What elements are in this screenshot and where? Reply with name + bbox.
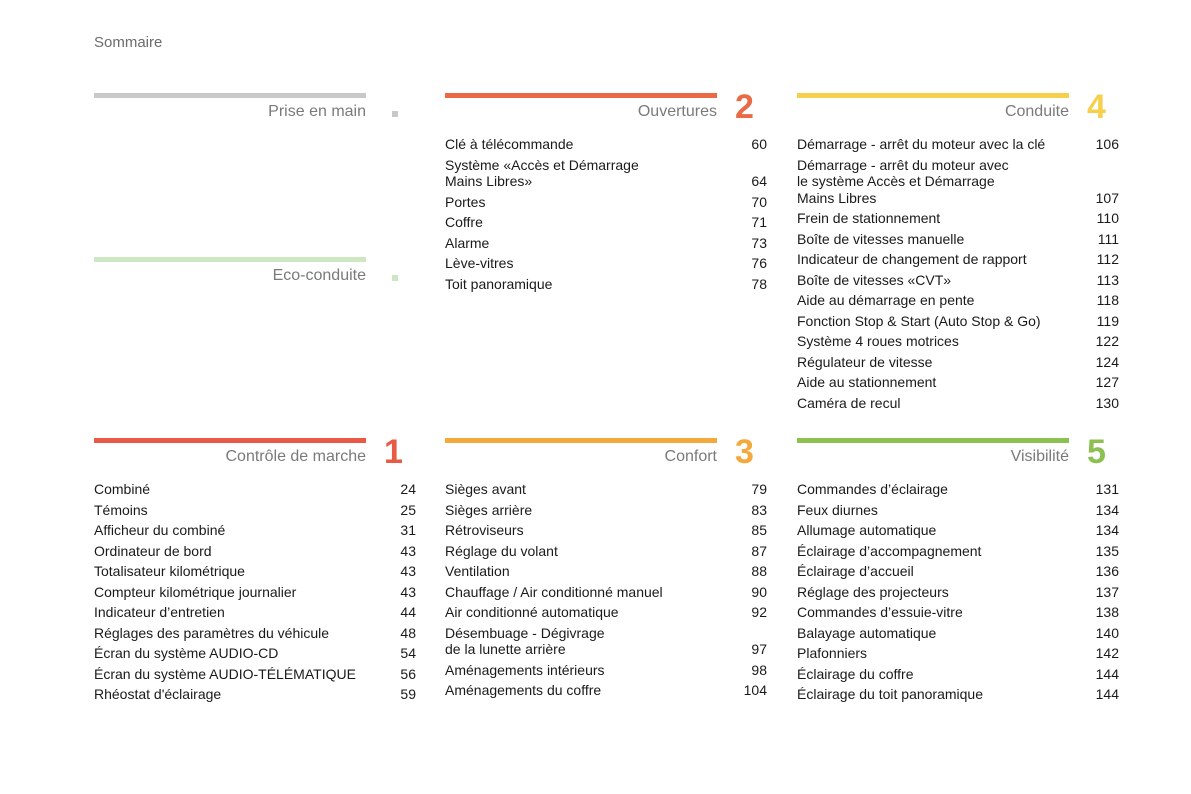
entry-label: Toit panoramique <box>445 275 553 292</box>
entry-page-number: 60 <box>751 136 767 152</box>
toc-entry[interactable] <box>94 625 416 646</box>
section-color-bar <box>94 93 366 98</box>
entry-page-number: 43 <box>400 583 416 600</box>
page-title: Sommaire <box>94 34 163 51</box>
entry-label: Désembuage - Dégivrage de la lunette arrière <box>445 624 605 657</box>
entry-list <box>797 136 1119 415</box>
toc-entry[interactable] <box>445 255 767 276</box>
toc-entry[interactable] <box>445 625 767 662</box>
entry-label: Témoins <box>94 501 148 518</box>
section-title[interactable]: Eco-conduite <box>272 267 366 284</box>
entry-label: Indicateur d’entretien <box>94 604 225 620</box>
toc-entry[interactable] <box>445 276 767 297</box>
section-color-bar <box>445 438 717 443</box>
toc-entry[interactable] <box>797 374 1119 395</box>
entry-label: Réglage des projecteurs <box>797 583 949 600</box>
entry-label: Ordinateur de bord <box>94 542 212 559</box>
entry-page-number: 111 <box>1097 230 1119 247</box>
entry-page-number: 134 <box>1095 522 1119 538</box>
entry-label: Afficheur du combiné <box>94 522 226 538</box>
entry-label: Écran du système AUDIO-CD <box>94 645 279 661</box>
section-conduite <box>797 88 1119 423</box>
toc-entry[interactable] <box>797 313 1119 334</box>
toc-entry[interactable] <box>797 272 1119 293</box>
entry-page-number: 73 <box>751 234 767 251</box>
toc-entry[interactable] <box>445 522 767 543</box>
entry-label: Plafonniers <box>797 645 868 661</box>
entry-label: Réglages des paramètres du véhicule <box>94 624 330 641</box>
toc-entry[interactable] <box>797 604 1119 625</box>
section-title[interactable]: Visibilité <box>1010 448 1069 465</box>
entry-list <box>445 481 767 703</box>
toc-entry[interactable] <box>445 481 767 502</box>
entry-list <box>797 481 1119 707</box>
entry-label: Rhéostat d'éclairage <box>94 686 222 702</box>
section-number: 4 <box>1087 88 1106 126</box>
toc-entry[interactable] <box>797 136 1119 157</box>
toc-entry[interactable] <box>797 502 1119 523</box>
section-color-bar <box>797 438 1069 443</box>
toc-entry[interactable] <box>445 584 767 605</box>
toc-entry[interactable] <box>94 666 416 687</box>
toc-entry[interactable] <box>797 292 1119 313</box>
toc-entry[interactable] <box>445 157 767 194</box>
entry-page-number: 106 <box>1095 136 1119 152</box>
entry-page-number: 127 <box>1095 374 1119 390</box>
entry-page-number: 113 <box>1096 271 1119 288</box>
entry-label: Éclairage du toit panoramique <box>797 686 984 702</box>
entry-page-number: 76 <box>751 255 767 271</box>
entry-list <box>445 136 767 296</box>
entry-label: Écran du système AUDIO-TÉLÉMATIQUE <box>94 665 356 682</box>
toc-entry[interactable] <box>445 682 767 703</box>
section-title[interactable]: Ouvertures <box>637 103 717 120</box>
entry-label: Démarrage - arrêt du moteur avec la clé <box>797 136 1046 152</box>
entry-label: Boîte de vitesses manuelle <box>797 230 965 247</box>
entry-page-number: 85 <box>751 522 767 538</box>
entry-label: Ventilation <box>445 563 510 579</box>
section-color-bar <box>94 257 366 262</box>
entry-label: Système 4 roues motrices <box>797 333 959 349</box>
entry-page-number: 90 <box>751 583 767 600</box>
entry-label: Indicateur de changement de rapport <box>797 251 1027 267</box>
entry-page-number: 104 <box>743 682 767 698</box>
section-number: 2 <box>735 88 754 126</box>
toc-entry[interactable] <box>797 584 1119 605</box>
section-confort <box>445 433 767 718</box>
toc-entry[interactable] <box>445 563 767 584</box>
entry-label: Aménagements intérieurs <box>445 661 605 678</box>
toc-entry[interactable] <box>94 645 416 666</box>
entry-label: Éclairage d’accueil <box>797 563 914 579</box>
entry-label: Chauffage / Air conditionné manuel <box>445 583 663 600</box>
section-title[interactable]: Conduite <box>1004 103 1069 120</box>
entry-page-number: 56 <box>400 665 416 682</box>
toc-entry[interactable] <box>94 563 416 584</box>
entry-page-number: 43 <box>400 563 416 579</box>
entry-label: Système «Accès et Démarrage Mains Libres» <box>445 156 639 189</box>
entry-label: Totalisateur kilométrique <box>94 563 245 579</box>
toc-entry[interactable] <box>445 662 767 683</box>
entry-page-number: 131 <box>1095 481 1119 497</box>
entry-label: Balayage automatique <box>797 624 937 641</box>
entry-page-number: 88 <box>751 563 767 579</box>
entry-page-number: 144 <box>1095 665 1119 682</box>
section-color-bar <box>797 93 1069 98</box>
toc-entry[interactable] <box>797 686 1119 707</box>
toc-entry[interactable] <box>94 522 416 543</box>
entry-label: Fonction Stop & Start (Auto Stop & Go) <box>797 312 1041 329</box>
entry-label: Caméra de recul <box>797 394 901 411</box>
entry-label: Air conditionné automatique <box>445 604 619 620</box>
entry-label: Aide au stationnement <box>797 374 937 390</box>
entry-label: Éclairage du coffre <box>797 665 914 682</box>
entry-label: Sièges arrière <box>445 501 533 518</box>
entry-label: Commandes d’essuie-vitre <box>797 604 963 620</box>
entry-label: Feux diurnes <box>797 501 878 518</box>
section-marker-icon <box>392 275 398 281</box>
entry-page-number: 144 <box>1095 686 1119 702</box>
section-title[interactable]: Contrôle de marche <box>225 448 366 465</box>
section-visibilite <box>797 433 1119 718</box>
toc-entry[interactable] <box>445 136 767 157</box>
toc-entry[interactable] <box>797 231 1119 252</box>
toc-entry[interactable] <box>797 543 1119 564</box>
section-number: 1 <box>384 433 403 471</box>
entry-label: Régulateur de vitesse <box>797 353 933 370</box>
entry-label: Portes <box>445 193 486 210</box>
entry-page-number: 118 <box>1096 292 1119 308</box>
toc-entry[interactable] <box>94 543 416 564</box>
entry-page-number: 140 <box>1095 624 1119 641</box>
toc-entry[interactable] <box>797 625 1119 646</box>
entry-page-number: 54 <box>400 645 416 661</box>
toc-entry[interactable] <box>797 157 1119 211</box>
toc-entry[interactable] <box>445 194 767 215</box>
entry-page-number: 43 <box>400 542 416 559</box>
entry-page-number: 64 <box>751 173 767 189</box>
entry-page-number: 97 <box>751 641 767 657</box>
section-controle-de-marche <box>94 433 416 718</box>
toc-entry[interactable] <box>94 604 416 625</box>
entry-label: Lève-vitres <box>445 255 514 271</box>
section-ouvertures <box>445 88 767 303</box>
entry-page-number: 44 <box>400 604 416 620</box>
entry-page-number: 48 <box>400 624 416 641</box>
section-color-bar <box>94 438 366 443</box>
entry-page-number: 119 <box>1096 312 1119 329</box>
entry-label: Réglage du volant <box>445 542 558 559</box>
entry-page-number: 59 <box>400 686 416 702</box>
entry-page-number: 71 <box>751 214 767 230</box>
section-marker-icon <box>392 111 398 117</box>
entry-page-number: 107 <box>1095 189 1119 206</box>
entry-page-number: 124 <box>1095 353 1119 370</box>
entry-page-number: 70 <box>751 193 767 210</box>
entry-page-number: 137 <box>1095 583 1119 600</box>
entry-label: Aménagements du coffre <box>445 682 602 698</box>
entry-label: Éclairage d’accompagnement <box>797 542 982 559</box>
entry-label: Sièges avant <box>445 481 526 497</box>
entry-page-number: 78 <box>751 275 767 292</box>
entry-page-number: 83 <box>751 501 767 518</box>
toc-entry[interactable] <box>797 563 1119 584</box>
section-prise-en-main <box>94 93 416 133</box>
toc-entry[interactable] <box>94 481 416 502</box>
entry-page-number: 92 <box>751 604 767 620</box>
toc-entry[interactable] <box>94 584 416 605</box>
toc-entry[interactable] <box>797 395 1119 416</box>
entry-list <box>94 481 416 707</box>
toc-entry[interactable] <box>445 235 767 256</box>
toc-entry[interactable] <box>797 354 1119 375</box>
toc-entry[interactable] <box>94 686 416 707</box>
toc-entry[interactable] <box>445 214 767 235</box>
entry-page-number: 142 <box>1095 645 1119 661</box>
toc-entry[interactable] <box>797 666 1119 687</box>
toc-entry[interactable] <box>797 645 1119 666</box>
section-title[interactable]: Prise en main <box>268 103 366 120</box>
entry-page-number: 98 <box>751 661 767 678</box>
toc-entry[interactable] <box>797 210 1119 231</box>
section-number: 5 <box>1087 433 1106 471</box>
entry-page-number: 136 <box>1095 563 1119 579</box>
entry-page-number: 87 <box>751 542 767 559</box>
entry-page-number: 134 <box>1095 501 1119 518</box>
toc-entry[interactable] <box>445 543 767 564</box>
entry-label: Frein de stationnement <box>797 210 941 226</box>
section-title[interactable]: Confort <box>664 448 717 465</box>
entry-label: Rétroviseurs <box>445 522 524 538</box>
entry-label: Boîte de vitesses «CVT» <box>797 271 952 288</box>
entry-page-number: 110 <box>1096 210 1119 226</box>
entry-page-number: 25 <box>400 501 416 518</box>
entry-page-number: 24 <box>400 481 416 497</box>
entry-label: Clé à télécommande <box>445 136 574 152</box>
entry-page-number: 130 <box>1095 394 1119 411</box>
entry-page-number: 138 <box>1095 604 1119 620</box>
entry-page-number: 122 <box>1095 333 1119 349</box>
entry-label: Aide au démarrage en pente <box>797 292 975 308</box>
entry-label: Combiné <box>94 481 151 497</box>
entry-page-number: 135 <box>1095 542 1119 559</box>
entry-label: Compteur kilométrique journalier <box>94 583 297 600</box>
entry-label: Démarrage - arrêt du moteur avec le système Accès et Démarrage Mains Libres <box>797 156 1009 206</box>
toc-entry[interactable] <box>797 251 1119 272</box>
toc-entry[interactable] <box>445 502 767 523</box>
toc-entry[interactable] <box>797 522 1119 543</box>
entry-label: Coffre <box>445 214 483 230</box>
section-number: 3 <box>735 433 754 471</box>
entry-label: Alarme <box>445 234 490 251</box>
section-color-bar <box>445 93 717 98</box>
entry-label: Allumage automatique <box>797 522 937 538</box>
toc-entry[interactable] <box>94 502 416 523</box>
entry-label: Commandes d’éclairage <box>797 481 948 497</box>
toc-entry[interactable] <box>797 333 1119 354</box>
toc-entry[interactable] <box>797 481 1119 502</box>
toc-entry[interactable] <box>445 604 767 625</box>
entry-page-number: 79 <box>751 481 767 497</box>
entry-page-number: 31 <box>400 522 416 538</box>
entry-page-number: 112 <box>1096 251 1119 267</box>
section-eco-conduite <box>94 257 416 297</box>
